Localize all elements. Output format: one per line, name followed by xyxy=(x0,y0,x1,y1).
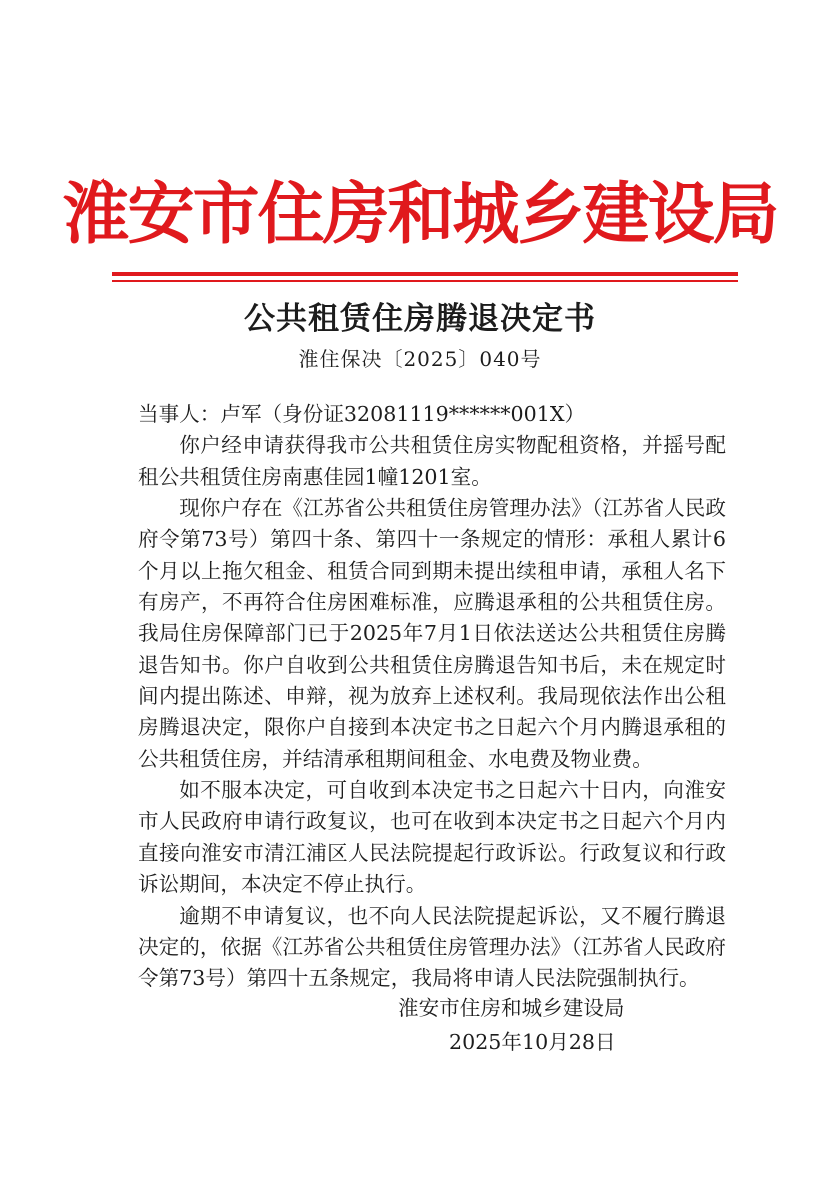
paragraph-violation: 现你户存在《江苏省公共租赁住房管理办法》（江苏省人民政府令第73号）第四十条、第四十一条规定的情形：承租人累计6个月以上拖欠租金、租赁合同到期未提出续租申请，承租人名下有房产，不再符合住房困难标准，应腾退承租的公共租赁住房。我局住房保障部门已于2025年7月1日依法送达公共租赁住房腾退告知书。你户自收到公共租赁住房腾退告知书后，未在规定时间内提出陈述、申辩，视为放弃上述权利。我局现依法作出公租房腾退决定，限你户自接到本决定书之日起六个月内腾退承租的公共租赁住房，并结清承租期间租金、水电费及物业费。 xyxy=(138,496,726,771)
paragraph-enforcement: 逾期不申请复议，也不向人民法院提起诉讼，又不履行腾退决定的，依据《江苏省公共租赁住房管理办法》（江苏省人民政府令第73号）第四十五条规定，我局将申请人民法院强制执行。 xyxy=(138,903,726,991)
masthead-rule-thick xyxy=(112,272,738,276)
document-title: 公共租赁住房腾退决定书 xyxy=(244,301,596,337)
paragraph-eligibility: 你户经申请获得我市公共租赁住房实物配租资格，并摇号配租公共租赁住房南惠佳园1幢1201室。 xyxy=(138,433,726,489)
signature-organization: 淮安市住房和城乡建设局 xyxy=(398,996,625,1020)
paragraph-appeal-rights: 如不服本决定，可自收到本决定书之日起六十日内，向淮安市人民政府申请行政复议，也可在收到本决定书之日起六个月内直接向淮安市清江浦区人民法院提起行政诉讼。行政复议和行政诉讼期间，本决定不停止执行。 xyxy=(138,778,726,897)
party-line: 当事人：卢军（身份证32081119******001X） xyxy=(138,402,586,426)
masthead-agency-name: 淮安市住房和城乡建设局 xyxy=(62,175,778,253)
masthead-rule-thin xyxy=(112,280,738,282)
signature-date: 2025年10月28日 xyxy=(449,1030,616,1054)
document-number: 淮住保决〔2025〕040号 xyxy=(298,347,542,371)
document-body xyxy=(138,399,726,995)
